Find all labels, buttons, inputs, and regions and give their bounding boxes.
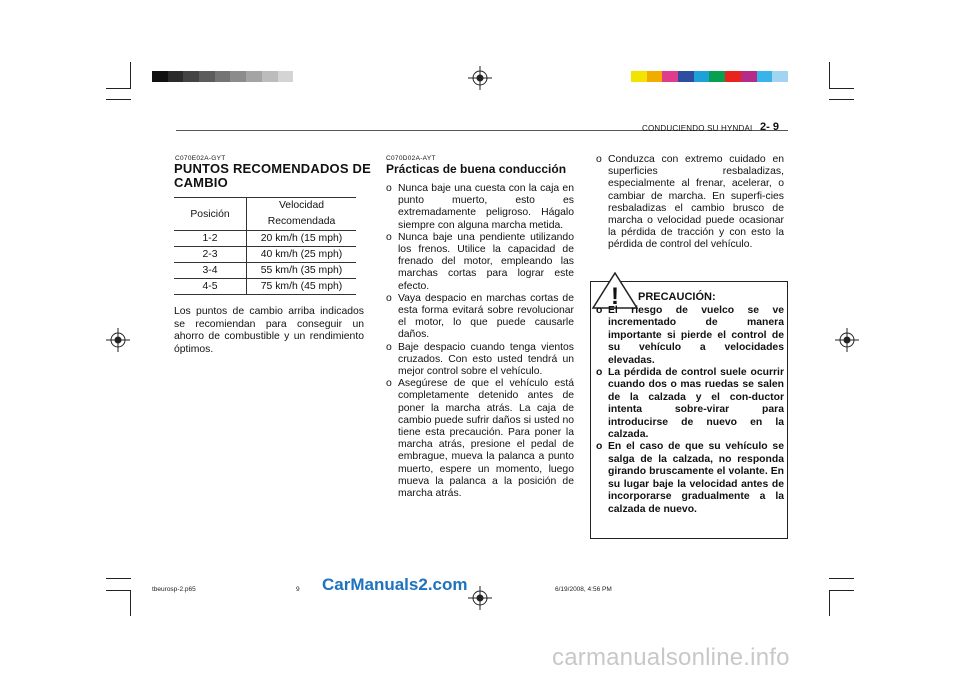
- section-title: CONDUCIENDO SU HYNDAI: [642, 124, 753, 133]
- color-swatch: [709, 71, 725, 82]
- list-item-text: En el caso de que su vehículo se salga de la calzada, no responda girando bruscamente el volante. En su lugar baje la velocidad antes de incorporarse gradualmente a la calzada de nuevo.: [608, 441, 784, 515]
- slippery-surface-list: [596, 154, 784, 252]
- bullet-mark: o: [386, 378, 392, 390]
- position-cell: 1-2: [174, 231, 247, 247]
- crosshair-left-icon: [106, 328, 130, 352]
- bullet-mark: o: [596, 154, 602, 165]
- shift-points-table: [174, 197, 356, 295]
- bullet-mark: o: [596, 367, 603, 379]
- color-swatch: [757, 71, 773, 82]
- speed-cell: 55 km/h (35 mph): [247, 263, 357, 279]
- table-row: [174, 263, 356, 279]
- bullet-mark: o: [596, 441, 603, 453]
- gray-swatch: [183, 71, 199, 82]
- list-item: [596, 441, 784, 515]
- bullet-mark: o: [386, 231, 392, 243]
- warning-title: PRECAUCIÓN:: [638, 291, 716, 303]
- list-item-text: Vaya despacio en marchas cortas de esta forma evitará sobre revolucionar el motor, lo que puede causarle daños.: [398, 292, 574, 341]
- list-item-text: Asegúrese de que el vehículo está completamente detenido antes de poner la marcha atrás. La caja de cambio puede sufrir daños si usted no tiene esta precaución. Para poner la marcha atrás, presione el pedal de embrague, mueva la palanca a punto muerto, espere un momento, luego mueva la palanca a la posición de marcha atrás.: [398, 378, 574, 500]
- list-item: [386, 293, 574, 342]
- color-swatch: [772, 71, 788, 82]
- crosshair-bottom-icon: [468, 586, 492, 610]
- speed-header-line2: Recomendada: [267, 216, 336, 227]
- site-watermark[interactable]: carmanualsonline.info: [552, 644, 790, 671]
- list-item-text: Nunca baje una cuesta con la caja en punto muerto, esto es extremadamente peligroso. Hágalo siempre con alguna marcha metida.: [398, 183, 574, 231]
- color-swatch: [741, 71, 757, 82]
- color-swatch: [694, 71, 710, 82]
- footer-page: 9: [296, 586, 300, 593]
- color-swatch: [662, 71, 678, 82]
- list-item-text: Baje despacio cuando tenga vientos cruzados. Con esto usted tendrá un mejor control sobre el vehículo.: [398, 341, 574, 378]
- list-item: [386, 183, 574, 232]
- driving-practices-list: [386, 183, 574, 500]
- color-swatch: [647, 71, 663, 82]
- crosshair-right-icon: [835, 328, 859, 352]
- left-section-title-line2: CAMBIO: [174, 175, 228, 190]
- speed-column-header: [247, 198, 357, 231]
- gray-swatch: [168, 71, 184, 82]
- page-number: 2- 9: [760, 121, 779, 133]
- gray-swatch: [215, 71, 231, 82]
- shift-points-paragraph: Los puntos de cambio arriba indicados se recomiendan para conseguir un ahorro de combustible y un rendimiento óptimos.: [174, 306, 364, 355]
- middle-section-code: C070D02A-AYT: [386, 155, 436, 162]
- bullet-mark: o: [386, 341, 392, 353]
- warning-box: [590, 281, 788, 539]
- position-cell: 3-4: [174, 263, 247, 279]
- footer-date: 6/19/2008, 4:56 PM: [555, 586, 612, 593]
- table-row: [174, 279, 356, 295]
- footer-filename: tbeurosp-2.p65: [152, 586, 196, 593]
- table-header-row: [174, 198, 356, 231]
- left-section-code: C070E02A-GYT: [175, 155, 226, 162]
- color-swatch: [725, 71, 741, 82]
- crosshair-top-icon: [468, 66, 492, 90]
- list-item: [386, 342, 574, 379]
- list-item: [386, 232, 574, 293]
- speed-cell: 40 km/h (25 mph): [247, 247, 357, 263]
- gray-swatch: [152, 71, 168, 82]
- warning-list: [596, 305, 784, 516]
- list-item: [386, 378, 574, 500]
- table-row: [174, 247, 356, 263]
- list-item-text: El riesgo de vuelco se ve incrementado de manera importante si pierde el control de su vehículo a velocidades elevadas.: [608, 305, 784, 366]
- list-item: [596, 367, 784, 441]
- color-swatch: [631, 71, 647, 82]
- middle-section-title: Prácticas de buena conducción: [386, 162, 567, 176]
- list-item-text: Conduzca con extremo cuidado en superficies resbaladizas, especialmente al frenar, acelerar, o cambiar de marcha. En superfi-cies resbaladizas el cambio brusco de marcha o velocidad puede ocasionar la pérdida de tracción y con esto la pérdida de control del vehículo.: [608, 154, 784, 251]
- position-cell: 2-3: [174, 247, 247, 263]
- brand-watermark[interactable]: CarManuals2.com: [322, 575, 468, 594]
- speed-header-line1: Velocidad: [278, 200, 325, 211]
- list-item: [596, 154, 784, 252]
- gray-swatch: [262, 71, 278, 82]
- bullet-mark: o: [386, 292, 392, 304]
- gray-swatch: [246, 71, 262, 82]
- warning-exclamation: !: [611, 283, 619, 310]
- list-item: [596, 305, 784, 367]
- list-item-text: Nunca baje una pendiente utilizando los frenos. Utilice la capacidad de frenado del motor, empleando las marchas cortas para lograr este efecto.: [398, 231, 574, 292]
- color-swatch: [678, 71, 694, 82]
- gray-swatch: [199, 71, 215, 82]
- position-column-header: Posición: [174, 198, 247, 231]
- gray-swatch: [278, 71, 294, 82]
- speed-cell: 75 km/h (45 mph): [247, 279, 357, 295]
- list-item-text: La pérdida de control suele ocurrir cuando dos o mas ruedas se salen de la calzada y el con-ductor intenta sobre-virar para introducirse de nuevo en la calzada.: [608, 367, 784, 441]
- position-cell: 4-5: [174, 279, 247, 295]
- color-calibration-strip: [631, 71, 788, 82]
- gray-swatch: [230, 71, 246, 82]
- gray-calibration-strip: [152, 71, 293, 82]
- speed-cell: 20 km/h (15 mph): [247, 231, 357, 247]
- bullet-mark: o: [596, 305, 603, 316]
- table-row: [174, 231, 356, 247]
- left-section-title-line1: PUNTOS RECOMENDADOS DE: [174, 161, 372, 176]
- bullet-mark: o: [386, 183, 392, 194]
